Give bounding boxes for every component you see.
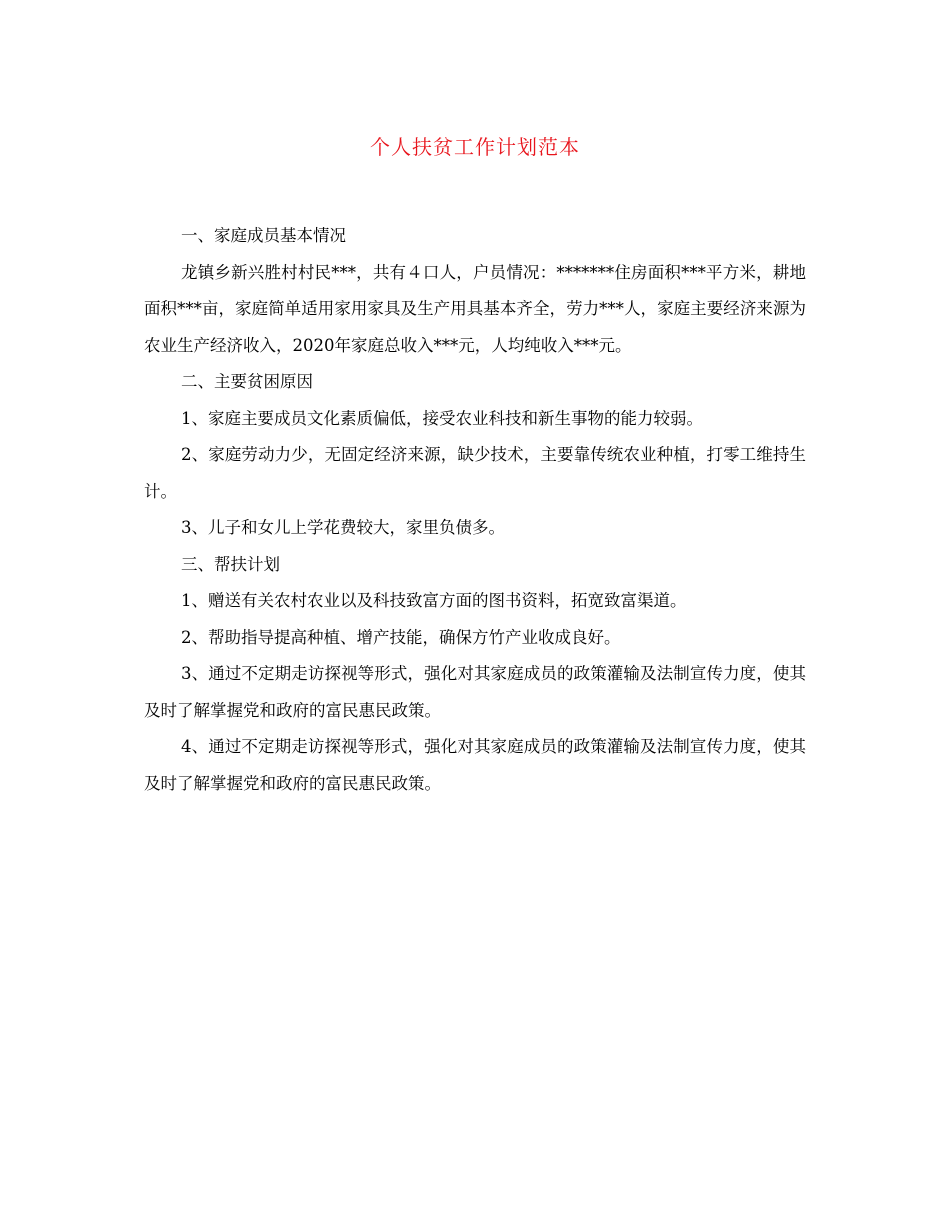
paragraph-plan-4: 4、通过不定期走访探视等形式，强化对其家庭成员的政策灌输及法制宣传力度，使其及时了解掌握党和政府的富民惠民政策。	[144, 737, 806, 793]
paragraph-cause-3: 3、儿子和女儿上学花费较大，家里负债多。	[181, 518, 505, 537]
paragraph-plan-2: 2、帮助指导提高种植、增产技能，确保方竹产业收成良好。	[181, 627, 621, 647]
paragraph-plan-3: 3、通过不定期走访探视等形式，强化对其家庭成员的政策灌输及法制宣传力度，使其及时了解掌握党和政府的富民惠民政策。	[144, 664, 806, 720]
paragraph-cause-1: 1、家庭主要成员文化素质偏低，接受农业科技和新生事物的能力较弱。	[181, 408, 703, 428]
paragraph-plan-1: 1、赠送有关农村农业以及科技致富方面的图书资料，拓宽致富渠道。	[181, 591, 687, 610]
paragraph-cause-2: 2、家庭劳动力少，无固定经济来源，缺少技术，主要靠传统农业种植，打零工维持生计。	[144, 445, 806, 501]
section-heading-assistance-plan: 三、帮扶计划	[181, 554, 280, 574]
document-body	[144, 218, 806, 802]
paragraph-family-info: 龙镇乡新兴胜村村民***，共有４口人，户员情况：*******住房面积***平方米，耕地面积***亩，家庭简单适用家用家具及生产用具基本齐全，劳力***人，家庭主要经济来源为农业生产经济收入，2020年家庭总收入***元，人均纯收入***元。	[144, 262, 806, 355]
document-title: 个人扶贫工作计划范本	[370, 135, 580, 159]
section-heading-poverty-causes: 二、主要贫困原因	[181, 372, 313, 391]
section-heading-family-members: 一、家庭成员基本情况	[181, 226, 346, 245]
